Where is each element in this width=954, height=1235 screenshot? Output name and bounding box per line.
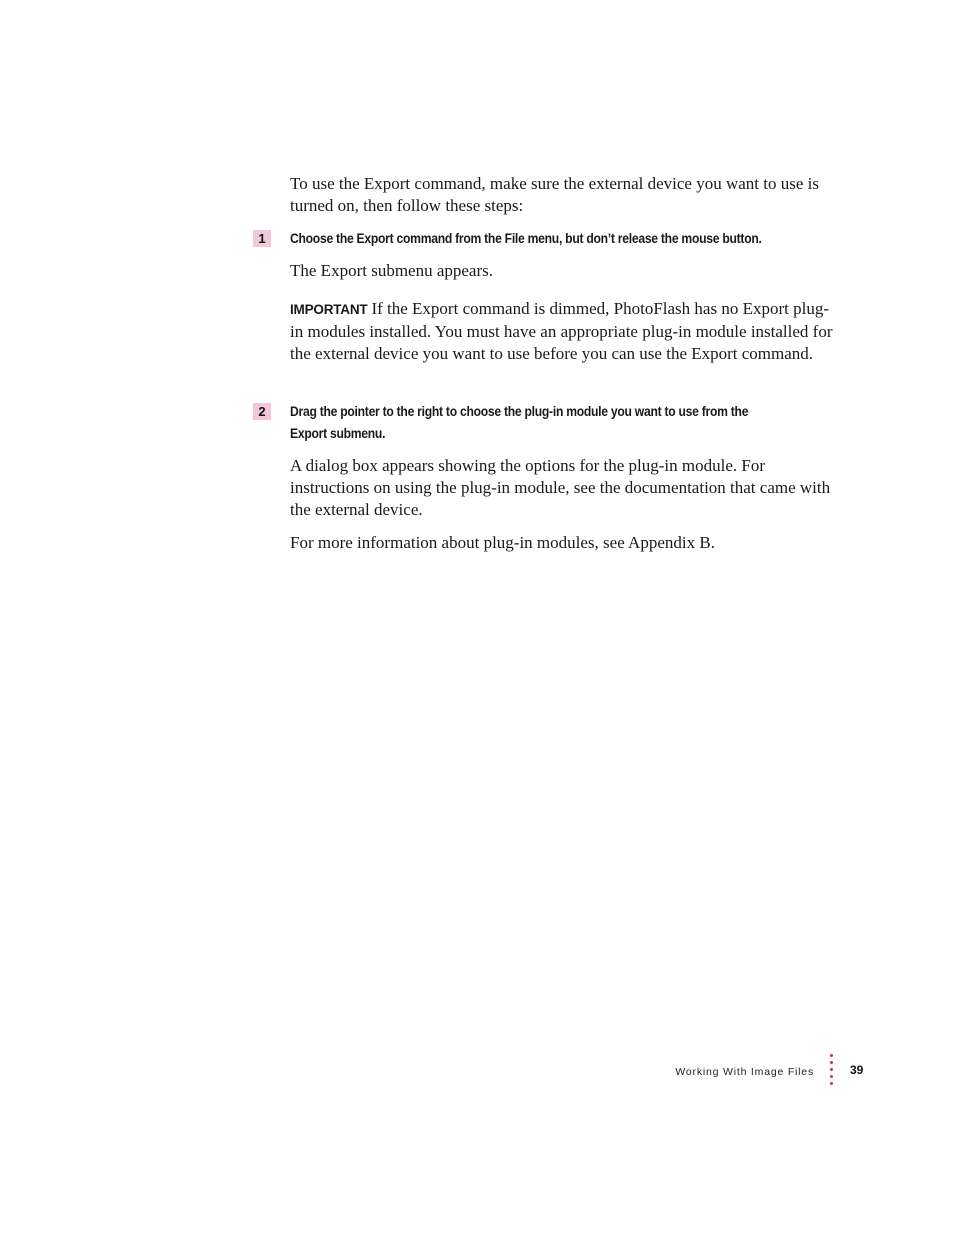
chapter-title: Working With Image Files (675, 1066, 814, 1078)
step-result-paragraph: A dialog box appears showing the options for the plug-in module. For instructions on using the plug-in module, see the documentation that came with the external device. (290, 456, 831, 519)
important-text: If the Export command is dimmed, PhotoFlash has no Export plug-in modules installed. You must have an appropriate plug-in module installed for the external device you want to use before you can use the Export command. (290, 299, 833, 363)
step-number-badge: 1 (253, 230, 271, 247)
important-note (290, 298, 835, 365)
more-info-paragraph: For more information about plug-in modules, see Appendix B. (290, 533, 715, 552)
step-instruction: Choose the Export command from the File menu, but don’t release the mouse button. (290, 231, 762, 246)
step-result-paragraph: The Export submenu appears. (290, 261, 493, 280)
page-number: 39 (850, 1063, 864, 1077)
dotted-separator (830, 1054, 834, 1089)
step-instruction: Drag the pointer to the right to choose the plug-in module you want to use from the Export submenu. (290, 404, 749, 441)
step-number-badge: 2 (253, 403, 271, 420)
important-label: IMPORTANT (290, 302, 368, 317)
intro-paragraph: To use the Export command, make sure the external device you want to use is turned on, then follow these steps: (290, 174, 819, 215)
